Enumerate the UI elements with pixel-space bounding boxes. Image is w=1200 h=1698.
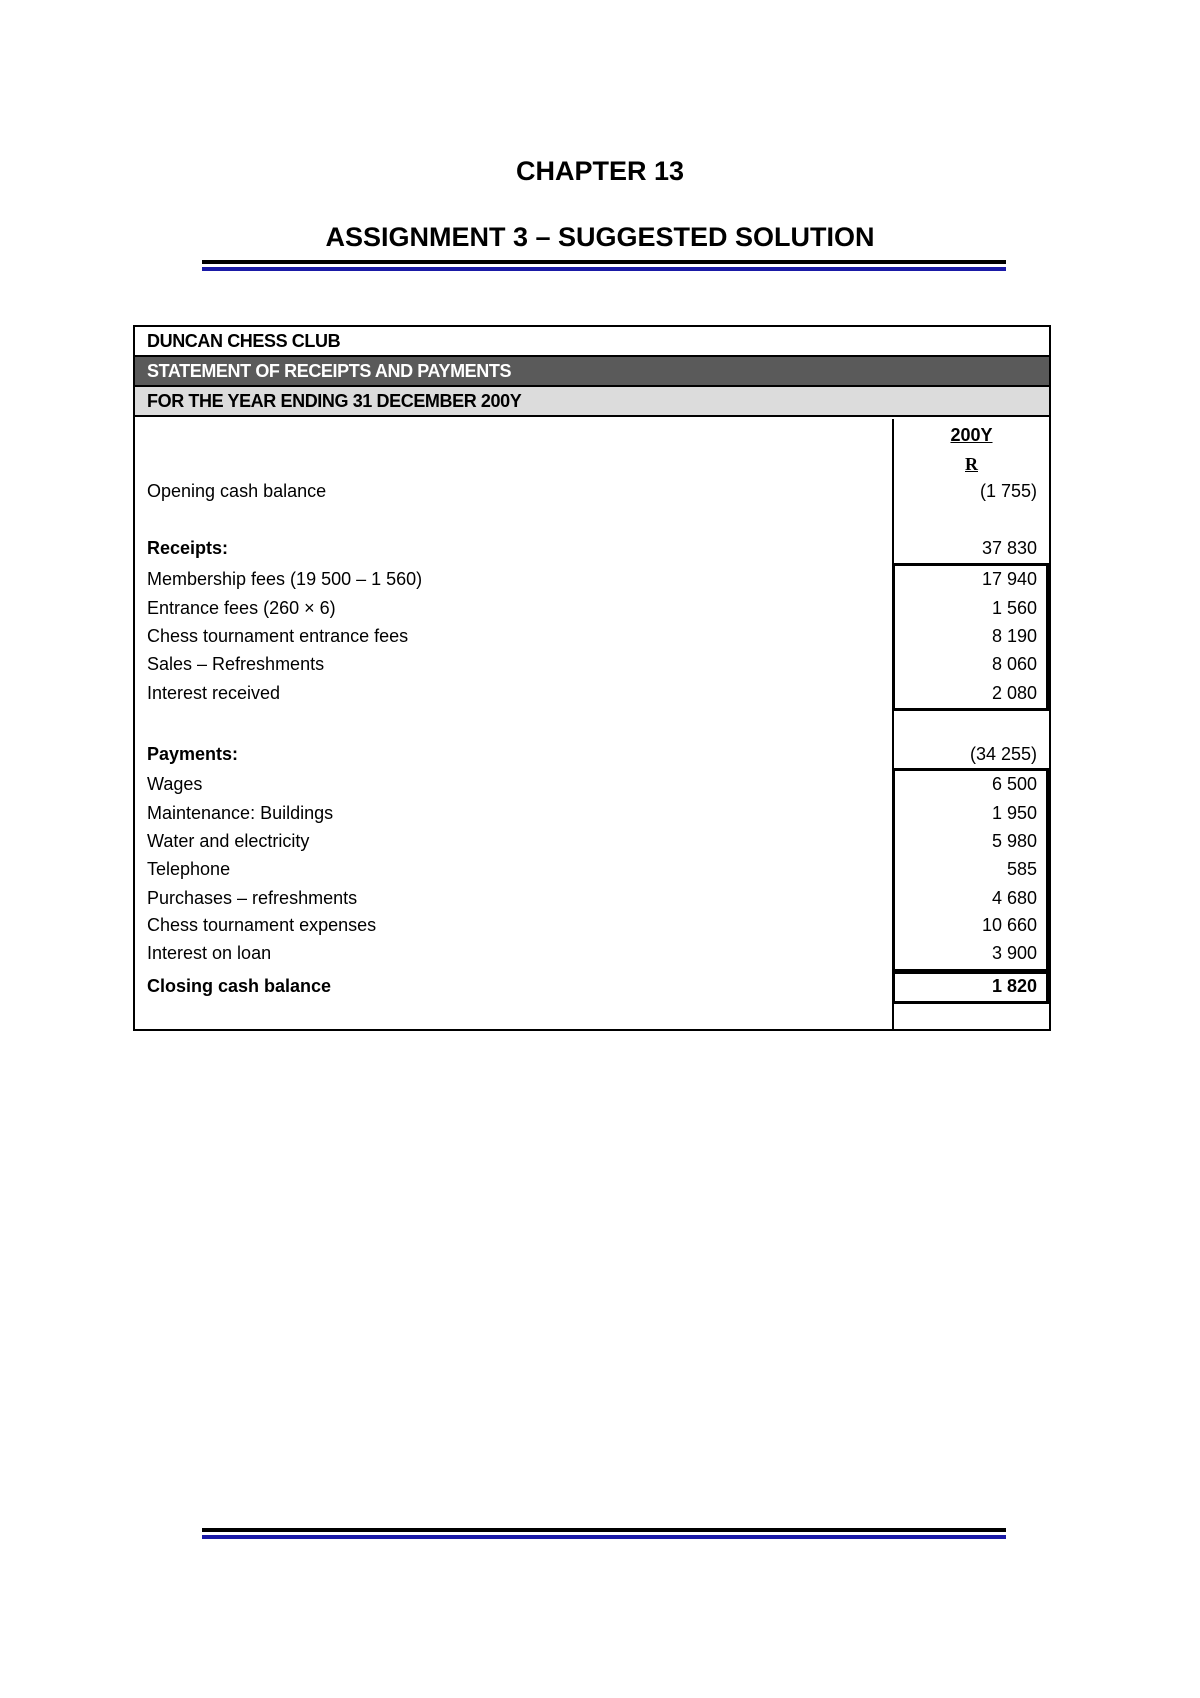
payment-item-label: Wages <box>147 774 203 794</box>
receipt-item-label: Chess tournament entrance fees <box>147 626 409 646</box>
closing-balance-amount: 1 820 <box>991 976 1037 996</box>
receipt-item-label: Entrance fees (260 × 6) <box>147 598 336 618</box>
receipt-item-label: Membership fees (19 500 – 1 560) <box>147 569 423 589</box>
assignment-heading: ASSIGNMENT 3 – SUGGESTED SOLUTION <box>325 222 875 252</box>
payments-total: (34 255) <box>969 744 1037 764</box>
column-year-header: 200Y <box>950 425 993 445</box>
opening-balance-amount: (1 755) <box>979 481 1037 501</box>
receipt-item-amount: 1 560 <box>991 598 1037 618</box>
receipt-item-label: Interest received <box>147 683 281 703</box>
payment-item-amount: 1 950 <box>991 803 1037 823</box>
receipt-item-amount: 17 940 <box>981 569 1037 589</box>
chapter-heading: CHAPTER 13 <box>515 156 685 186</box>
payments-heading: Payments: <box>147 744 239 764</box>
payment-item-label: Telephone <box>147 859 231 879</box>
statement-title: STATEMENT OF RECEIPTS AND PAYMENTS <box>135 357 1049 387</box>
payment-item-amount: 5 980 <box>991 831 1037 851</box>
payment-item-label: Water and electricity <box>147 831 310 851</box>
payment-item-label: Chess tournament expenses <box>147 915 377 935</box>
payment-item-label: Maintenance: Buildings <box>147 803 334 823</box>
opening-balance-label: Opening cash balance <box>147 481 327 501</box>
receipt-item-amount: 8 190 <box>991 626 1037 646</box>
payment-item-amount: 6 500 <box>991 774 1037 794</box>
receipt-item-amount: 2 080 <box>991 683 1037 703</box>
receipts-payments-statement <box>133 325 1051 1031</box>
closing-balance-label: Closing cash balance <box>147 976 332 996</box>
club-name: DUNCAN CHESS CLUB <box>135 327 1049 357</box>
column-currency-header: R <box>965 454 978 474</box>
footer-rule <box>202 1528 1006 1539</box>
payment-item-amount: 3 900 <box>991 943 1037 963</box>
receipts-heading: Receipts: <box>147 538 229 558</box>
header-rule <box>202 260 1006 271</box>
receipt-item-amount: 8 060 <box>991 654 1037 674</box>
payment-item-amount: 4 680 <box>991 888 1037 908</box>
payment-item-amount: 585 <box>1006 859 1037 879</box>
payment-item-amount: 10 660 <box>981 915 1037 935</box>
payment-item-label: Purchases – refreshments <box>147 888 358 908</box>
receipt-item-label: Sales – Refreshments <box>147 654 325 674</box>
payment-item-label: Interest on loan <box>147 943 272 963</box>
statement-period: FOR THE YEAR ENDING 31 DECEMBER 200Y <box>135 387 1049 417</box>
receipts-total: 37 830 <box>981 538 1037 558</box>
